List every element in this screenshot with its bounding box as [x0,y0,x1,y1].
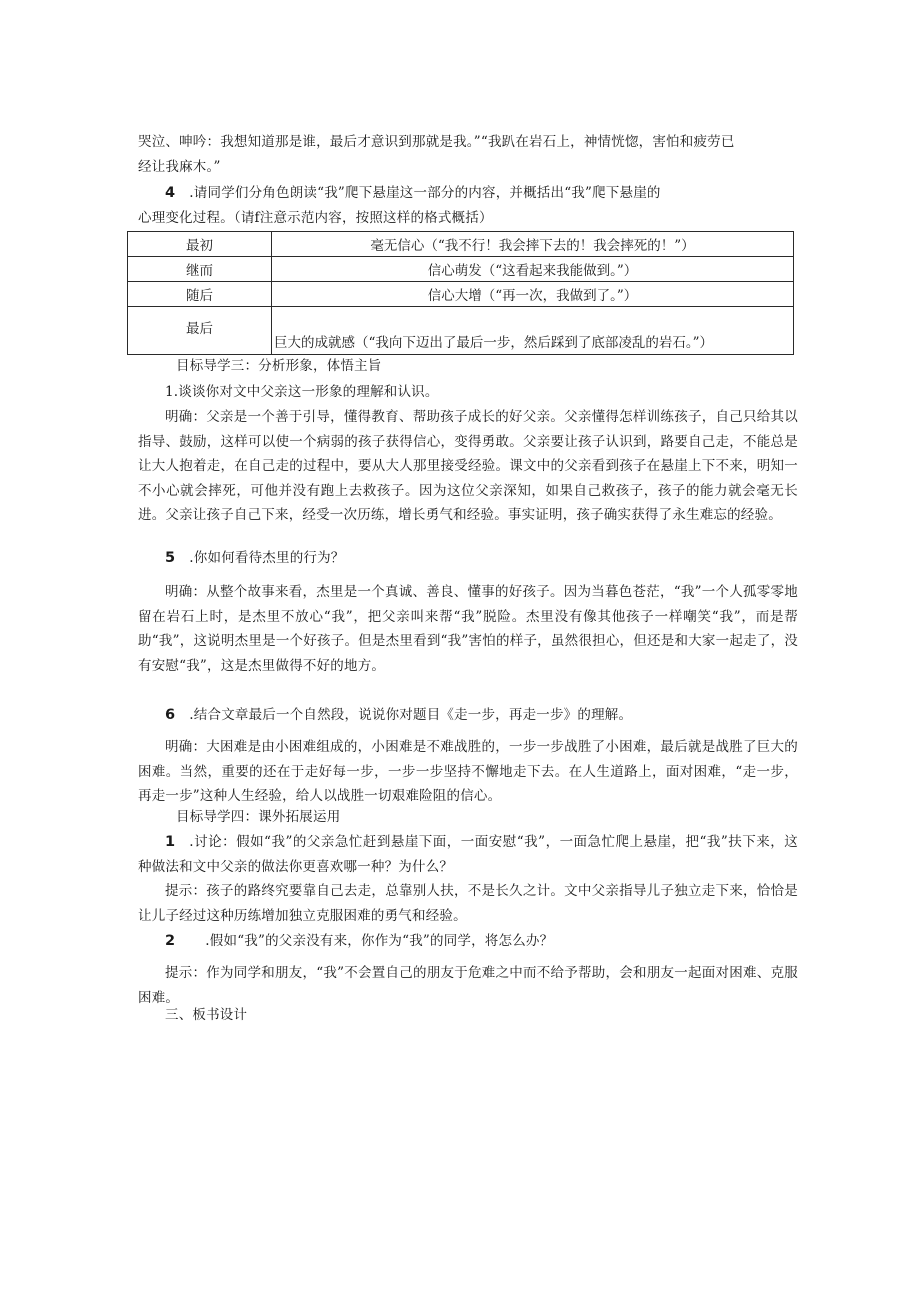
question-1: 1.谈谈你对文中父亲这一形象的理解和认识。 [165,384,439,400]
table-row-value: 信心大增（“再一次，我做到了。”） [272,282,794,307]
goal-3-heading: 目标导学三：分析形象，体悟主旨 [176,358,382,374]
question-6-text: .结合文章最后一个自然段，说说你对题目《走一步，再走一步》的理解。 [189,707,633,723]
discussion-2-hint: 提示：作为同学和朋友，“我”不会置自己的朋友于危难之中而不给予帮助，会和朋友一起面对困难、克服困难。 [138,965,798,1006]
discussion-2 [138,929,798,954]
question-1-answer: 明确：父亲是一个善于引导，懂得教育、帮助孩子成长的好父亲。父亲懂得怎样训练孩子，自己只给其以指导、鼓励，这样可以使一个病弱的孩子获得信心，变得勇敢。父亲要让孩子认识到，路要自己走，不能总是让大人抱着走，在自己走的过程中，要从大人那里接受经验。课文中的父亲看到孩子在悬崖上下不来，明知一不小心就会摔死，可他并没有跑上去救孩子。因为这位父亲深知，如果自己救孩子，孩子的能力就会毫无长进。父亲让孩子自己下来，经受一次历练，增长勇气和经验。事实证明，孩子确实获得了永生难忘的经验。 [138,409,798,523]
intro-line-2: 经让我麻木。” [138,158,221,175]
psychology-change-table [127,231,794,355]
table-row-label: 继而 [128,257,272,282]
table-row [128,282,794,307]
table-row [128,257,794,282]
question-5-number: 5 [165,550,176,566]
goal-4-heading: 目标导学四：课外拓展运用 [176,809,341,825]
table-row [128,232,794,257]
discussion-1 [138,830,798,879]
discussion-1-number: 1 [165,834,176,850]
table-row [128,307,794,355]
question-4-text-line-2: 心理变化过程。（请f注意示范内容，按照这样的格式概括） [138,210,493,226]
discussion-2-text: .假如“我”的父亲没有来，你作为“我”的同学，将怎么办？ [205,933,554,949]
question-6 [138,703,798,728]
table-row-value: 毫无信心（“我不行！我会摔下去的！我会摔死的！”） [272,232,794,257]
question-4-number: 4 [165,185,176,201]
question-5 [138,546,798,571]
question-4-continued [138,206,798,231]
intro-line-1: 哭泣、呻吟：我想知道那是谁，最后才意识到那就是我。”“我趴在岩石上，神情恍惚，害怕和疲劳已 [138,134,735,150]
discussion-2-number: 2 [165,933,176,949]
table-row-label: 最初 [128,232,272,257]
table-row-label: 随后 [128,282,272,307]
table-row-value: 信心萌发（“这看起来我能做到。”） [272,257,794,282]
question-5-answer: 明确：从整个故事来看，杰里是一个真诚、善良、懂事的好孩子。因为当暮色苍茫，“我”一个人孤零零地留在岩石上时，是杰里不放心“我”，把父亲叫来帮“我”脱险。杰里没有像其他孩子一样嘲笑“我”，而是帮助“我”，这说明杰里是一个好孩子。但是杰里看到“我”害怕的样子，虽然很担心，但还是和大家一起走了，没有安慰“我”，这是杰里做得不好的地方。 [138,584,798,674]
question-6-answer: 明确：大困难是由小困难组成的，小困难是不难战胜的，一步一步战胜了小困难，最后就是战胜了巨大的困难。当然，重要的还在于走好每一步，一步一步坚持不懈地走下去。在人生道路上，面对困难，“走一步，再走一步”这种人生经验，给人以战胜一切艰难险阻的信心。 [138,739,798,804]
section-3-heading: 三、板书设计 [165,1007,248,1023]
question-6-number: 6 [165,707,176,723]
discussion-1-text: .讨论：假如“我”的父亲急忙赶到悬崖下面，一面安慰“我”，一面急忙爬上悬崖，把“我”扶下来，这种做法和文中父亲的做法你更喜欢哪一种？为什么？ [138,834,798,875]
intro-paragraph [138,130,798,179]
table-row-value: 巨大的成就感（“我向下迈出了最后一步，然后踩到了底部凌乱的岩石。”） [272,307,794,355]
question-4-text-line-1: .请同学们分角色朗读“我”爬下悬崖这一部分的内容，并概括出“我”爬下悬崖的 [189,185,661,201]
discussion-1-hint: 提示：孩子的路终究要靠自己去走，总靠别人扶，不是长久之计。文中父亲指导儿子独立走下来，恰恰是让儿子经过这种历练增加独立克服困难的勇气和经验。 [138,883,798,924]
question-5-text: .你如何看待杰里的行为？ [189,550,345,566]
question-4 [138,181,798,206]
table-row-label: 最后 [128,307,272,355]
